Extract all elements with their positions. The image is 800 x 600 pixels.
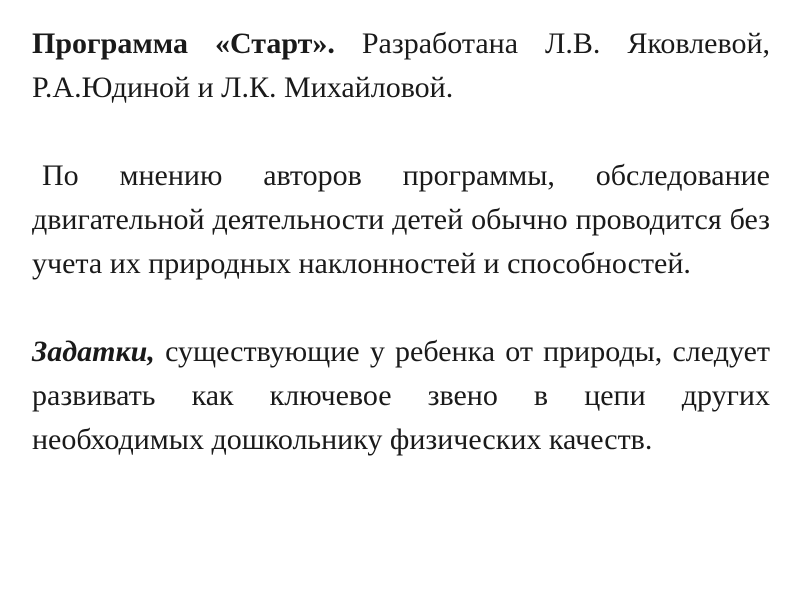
program-title: Программа «Старт». — [32, 27, 335, 60]
authors-opinion-paragraph: По мнению авторов программы, обследование двигательной деятельности детей обычно проводится без учета их природных наклонностей и способностей. — [32, 159, 770, 280]
program-paragraph — [32, 22, 770, 110]
inclinations-text: существующие у ребенка от природы, следует развивать как ключевое звено в цепи других необходимых дошкольнику физических качеств. — [32, 335, 770, 456]
program-authors: Разработана Л.В. Яковлевой, Р.А.Юдиной и Л.К. Михайловой. — [32, 27, 771, 104]
inclinations-paragraph — [32, 330, 770, 462]
inclinations-term: Задатки, — [32, 335, 155, 368]
